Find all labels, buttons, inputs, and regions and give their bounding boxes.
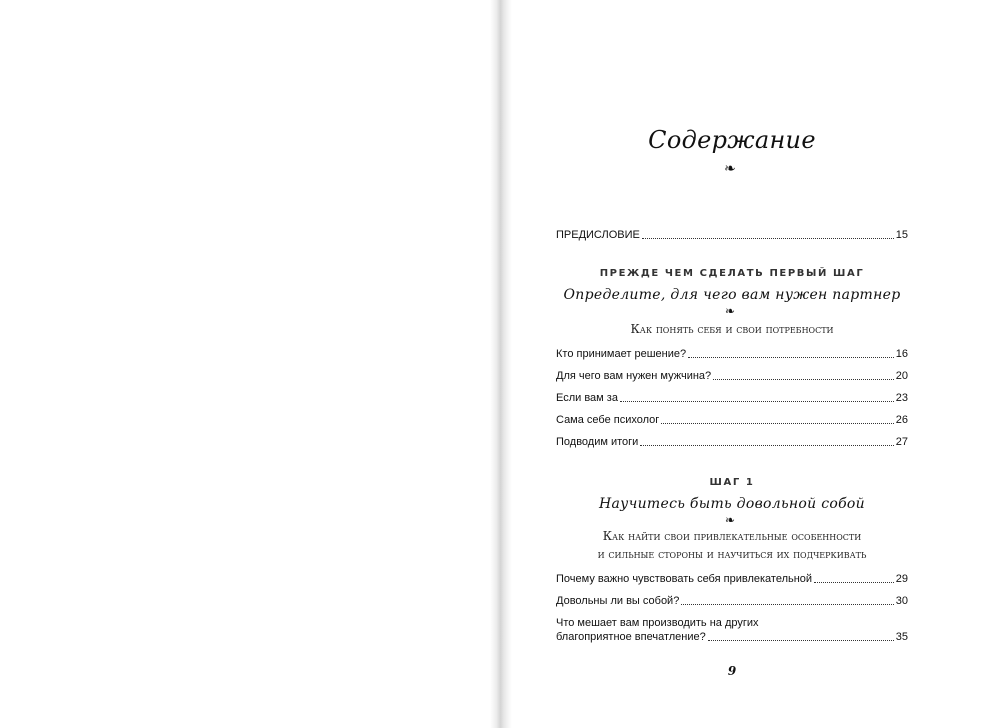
- toc-entry-page: 26: [895, 414, 908, 426]
- dot-leader: [640, 445, 893, 446]
- toc-entry-page: 27: [895, 436, 908, 448]
- toc-entry-page: 35: [895, 631, 908, 643]
- toc-entry-label: благоприятное впечатление?: [556, 631, 706, 643]
- toc-entry[interactable]: [556, 391, 908, 405]
- dot-leader: [688, 357, 894, 358]
- toc-entry-label: Кто принимает решение?: [556, 348, 687, 360]
- toc-entry-label: Сама себе психолог: [556, 414, 660, 426]
- toc-entry-page: 20: [895, 370, 908, 382]
- toc-entry[interactable]: [556, 435, 908, 449]
- dot-leader: [713, 379, 894, 380]
- toc-entry[interactable]: [556, 616, 908, 644]
- toc-entry[interactable]: [556, 594, 908, 608]
- book-gutter: [490, 0, 512, 728]
- toc-entry-page: 16: [895, 348, 908, 360]
- fleuron-ornament-icon: ❧: [724, 161, 736, 177]
- toc-entry[interactable]: [556, 369, 908, 383]
- fleuron-ornament-icon: ❧: [725, 513, 736, 527]
- toc-entry[interactable]: [556, 413, 908, 427]
- toc-entry-page: 29: [895, 573, 908, 585]
- page-number: 9: [727, 664, 737, 678]
- toc-entry-label: Что мешает вам производить на других: [556, 617, 759, 629]
- toc-entry-line: [556, 630, 908, 644]
- section-subtitle: Как найти свои привлекательные особенности: [602, 529, 862, 543]
- toc-entry-label: Если вам за: [556, 392, 618, 404]
- toc-entry-label: ПРЕДИСЛОВИЕ: [556, 229, 640, 241]
- toc-entry-line: [556, 616, 908, 630]
- dot-leader: [642, 238, 894, 239]
- toc-entry-label: Для чего вам нужен мужчина?: [556, 370, 712, 382]
- page-title: Содержание: [648, 126, 816, 154]
- toc-entry-preface[interactable]: [556, 228, 908, 242]
- section-step-label: ШАГ 1: [709, 477, 755, 488]
- toc-entry-label: Довольны ли вы собой?: [556, 595, 680, 607]
- dot-leader: [661, 423, 893, 424]
- section-heading: Определите, для чего вам нужен партнер: [563, 287, 901, 303]
- toc-entry-page: 30: [895, 595, 908, 607]
- toc-entry[interactable]: [556, 572, 908, 586]
- dot-leader: [708, 640, 894, 641]
- toc-entry-page: 15: [895, 229, 908, 241]
- section-heading: Научитесь быть довольной собой: [599, 496, 865, 512]
- dot-leader: [681, 604, 893, 605]
- section-subtitle: и сильные стороны и научиться их подчеркивать: [597, 547, 867, 561]
- section-subtitle: Как понять себя и свои потребности: [630, 322, 834, 336]
- toc-entry-label: Почему важно чувствовать себя привлекательной: [556, 573, 813, 585]
- fleuron-ornament-icon: ❧: [725, 304, 736, 318]
- section-step-label: ПРЕЖДЕ ЧЕМ СДЕЛАТЬ ПЕРВЫЙ ШАГ: [599, 268, 865, 279]
- contents-page: [512, 0, 993, 728]
- left-page-blank: [0, 0, 496, 728]
- toc-entry-label: Подводим итоги: [556, 436, 639, 448]
- toc-entry[interactable]: [556, 347, 908, 361]
- dot-leader: [814, 582, 894, 583]
- toc-entry-page: 23: [895, 392, 908, 404]
- dot-leader: [620, 401, 894, 402]
